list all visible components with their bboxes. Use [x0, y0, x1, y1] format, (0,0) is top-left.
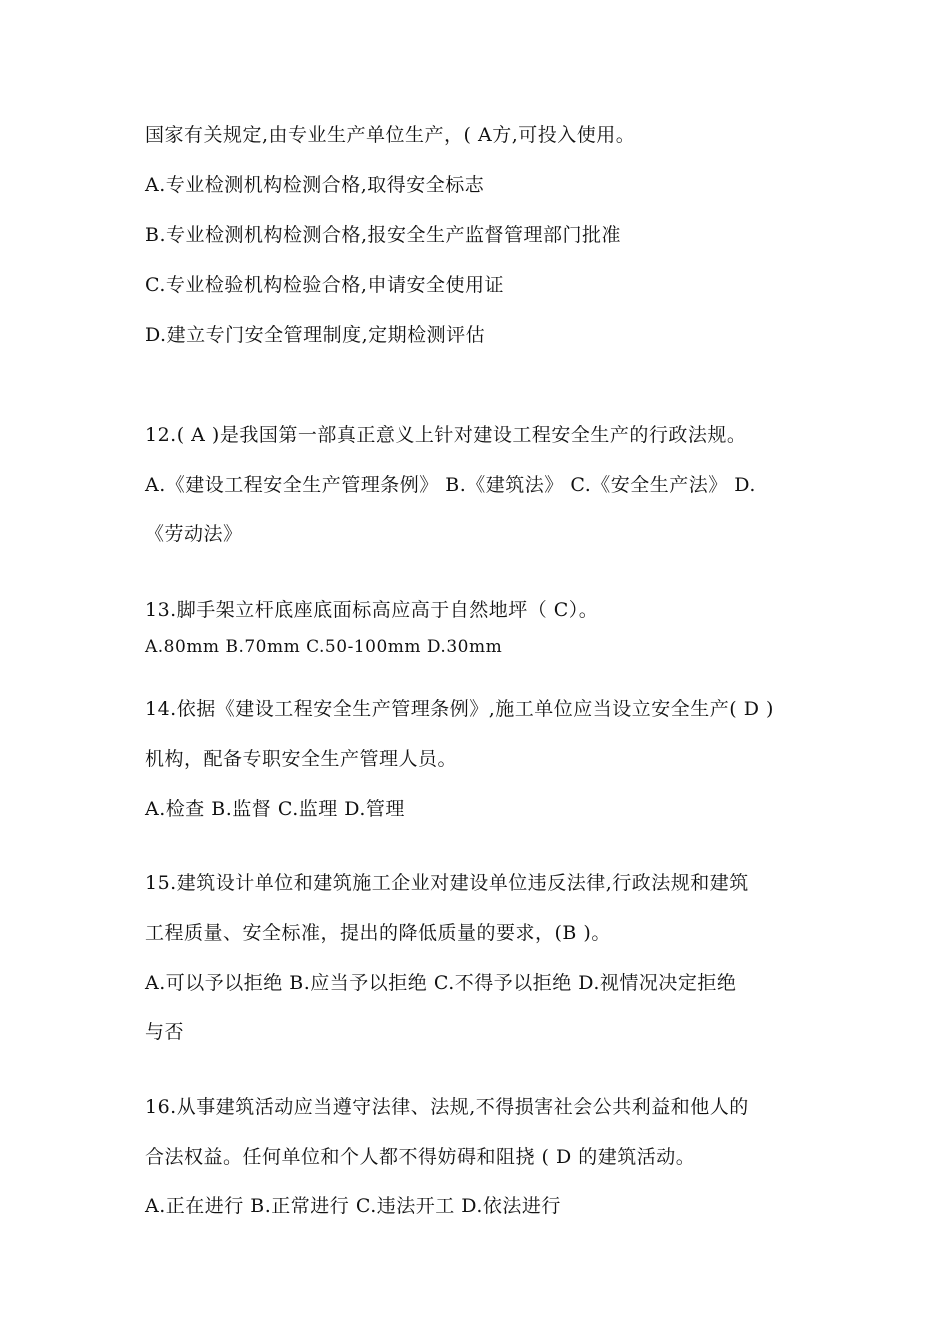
- q12-stem: 12.( A )是我国第一部真正意义上针对建设工程安全生产的行政法规。: [145, 424, 747, 446]
- q11-option-b: B.专业检测机构检测合格,报安全生产监督管理部门批准: [145, 224, 622, 246]
- q11-option-a: A.专业检测机构检测合格,取得安全标志: [145, 174, 485, 196]
- q14-options: A.检查 B.监督 C.监理 D.管理: [145, 798, 405, 820]
- q11-option-d: D.建立专门安全管理制度,定期检测评估: [145, 324, 486, 346]
- q14-stem-line1: 14.依据《建设工程安全生产管理条例》,施工单位应当设立安全生产( D ): [145, 698, 774, 720]
- q16-options: A.正在进行 B.正常进行 C.违法开工 D.依法进行: [145, 1195, 561, 1217]
- q15-options-line2: 与否: [145, 1021, 185, 1043]
- q13-options: A.80mm B.70mm C.50-100mm D.30mm: [145, 637, 503, 657]
- q11-option-c: C.专业检验机构检验合格,申请安全使用证: [145, 274, 504, 296]
- q14-stem-line2: 机构，配备专职安全生产管理人员。: [145, 748, 458, 770]
- q11-stem-continued: 国家有关规定,由专业生产单位生产，( A方,可投入使用。: [145, 124, 636, 146]
- q15-stem-line2: 工程质量、安全标准，提出的降低质量的要求，(B )。: [145, 922, 611, 944]
- q16-stem-line1: 16.从事建筑活动应当遵守法律、法规,不得损害社会公共利益和他人的: [145, 1096, 749, 1118]
- q12-options-line2: 《劳动法》: [145, 523, 243, 545]
- q12-options-line1: A.《建设工程安全生产管理条例》 B.《建筑法》 C.《安全生产法》 D.: [145, 474, 756, 496]
- q15-stem-line1: 15.建筑设计单位和建筑施工企业对建设单位违反法律,行政法规和建筑: [145, 872, 749, 894]
- q15-options-line1: A.可以予以拒绝 B.应当予以拒绝 C.不得予以拒绝 D.视情况决定拒绝: [145, 972, 737, 994]
- q13-stem: 13.脚手架立杆底座底面标高应高于自然地坪（ C）。: [145, 599, 599, 621]
- q16-stem-line2: 合法权益。任何单位和个人都不得妨碍和阻挠 ( D 的建筑活动。: [145, 1146, 696, 1168]
